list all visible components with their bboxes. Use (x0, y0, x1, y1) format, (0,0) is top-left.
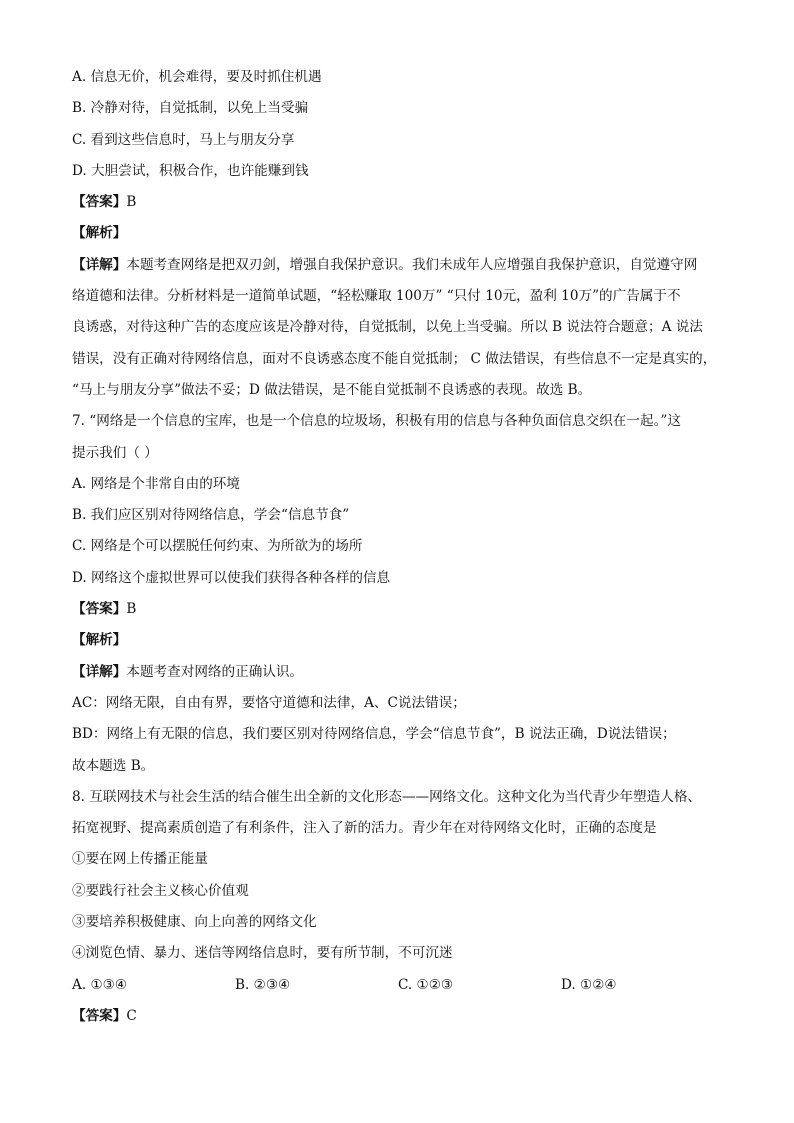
q8-item-4: ④浏览色情、暴力、迷信等网络信息时，要有所节制，不可沉迷 (72, 945, 453, 962)
q6-detail-line-3: 良诱惑，对待这种广告的态度应该是冷静对待，自觉抵制，以免上当受骗。所以 B 说法符合题意；A 说法 (72, 319, 703, 336)
q8-option-a: A. ①③④ (72, 976, 128, 993)
q6-answer (72, 187, 727, 218)
q8-item-1: ①要在网上传播正能量 (72, 851, 208, 868)
q6-detail-line-1 (72, 250, 727, 281)
detail-text: 本题考查对网络的正确认识。 (126, 663, 304, 680)
answer-label: 【答案】 (72, 601, 127, 618)
q6-analysis-label: 【解析】 (72, 225, 127, 242)
q8-option-b: B. ②③④ (235, 976, 291, 993)
q7-detail-line-1 (72, 657, 727, 688)
q7-stem-line-2: 提示我们（ ） (72, 444, 158, 461)
q7-option-b: B. 我们应区别对待网络信息，学会“信息节食” (72, 507, 350, 524)
q6-option-c: C. 看到这些信息时，马上与朋友分享 (72, 131, 295, 148)
q7-explanation-ac: AC：网络无限，自由有界，要恪守道德和法律，A、C说法错误； (72, 694, 466, 711)
answer-value: B (126, 194, 137, 211)
q8-item-3: ③要培养积极健康、向上向善的网络文化 (72, 914, 317, 931)
q6-detail-line-2: 络道德和法律。分析材料是一道简单试题，“轻松赚取 100万” “只付 10元，盈利 10万”的广告属于不 (72, 288, 681, 305)
detail-label: 【详解】 (72, 256, 127, 273)
q6-option-b: B. 冷静对待，自觉抵制，以免上当受骗 (72, 100, 309, 117)
q7-option-a: A. 网络是个非常自由的环境 (72, 475, 240, 492)
answer-value: C (126, 1007, 137, 1024)
answer-value: B (126, 601, 137, 618)
q7-option-d: D. 网络这个虚拟世界可以使我们获得各种各样的信息 (72, 569, 391, 586)
q7-answer (72, 594, 727, 625)
q8-options-row (72, 970, 727, 1001)
detail-text: 本题考查网络是把双刃剑，增强自我保护意识。我们未成年人应增强自我保护意识，自觉遵守网 (126, 256, 698, 273)
q6-detail-line-5: “马上与朋友分享”做法不妥；D 做法错误，是不能自觉抵制不良诱惑的表现。故选 B。 (72, 381, 592, 398)
q8-option-c: C. ①②③ (398, 976, 454, 993)
q7-explanation-bd: BD：网络上有无限的信息，我们要区别对待网络信息，学会“信息节食”，B 说法正确，D说法错误； (72, 726, 676, 743)
document-page (72, 62, 727, 1032)
q6-option-a: A. 信息无价，机会难得，要及时抓住机遇 (72, 69, 322, 85)
q7-stem-line-1: 7. “网络是一个信息的宝库，也是一个信息的垃圾场，积极有用的信息与各种负面信息交织在一起。”这 (72, 413, 681, 430)
q8-stem-line-1: 8. 互联网技术与社会生活的结合催生出全新的文化形态——网络文化。这种文化为当代青少年塑造人格、 (72, 788, 702, 805)
detail-label: 【详解】 (72, 663, 127, 680)
q8-stem-line-2: 拓宽视野、提高素质创造了有利条件，注入了新的活力。青少年在对待网络文化时，正确的态度是 (72, 820, 657, 837)
q8-item-2: ②要践行社会主义核心价值观 (72, 882, 249, 899)
answer-label: 【答案】 (72, 1007, 127, 1024)
q7-option-c: C. 网络是个可以摆脱任何约束、为所欲为的场所 (72, 538, 363, 555)
q6-detail-line-4: 错误，没有正确对待网络信息，面对不良诱惑态度不能自觉抵制； C 做法错误，有些信息不一定是真实的， (72, 350, 717, 367)
q8-option-d: D. ①②④ (561, 976, 617, 993)
q6-option-d: D. 大胆尝试，积极合作，也许能赚到钱 (72, 162, 309, 179)
answer-label: 【答案】 (72, 194, 127, 211)
q8-answer (72, 1001, 727, 1032)
q7-analysis-label: 【解析】 (72, 632, 127, 649)
q7-conclusion: 故本题选 B。 (72, 757, 155, 774)
